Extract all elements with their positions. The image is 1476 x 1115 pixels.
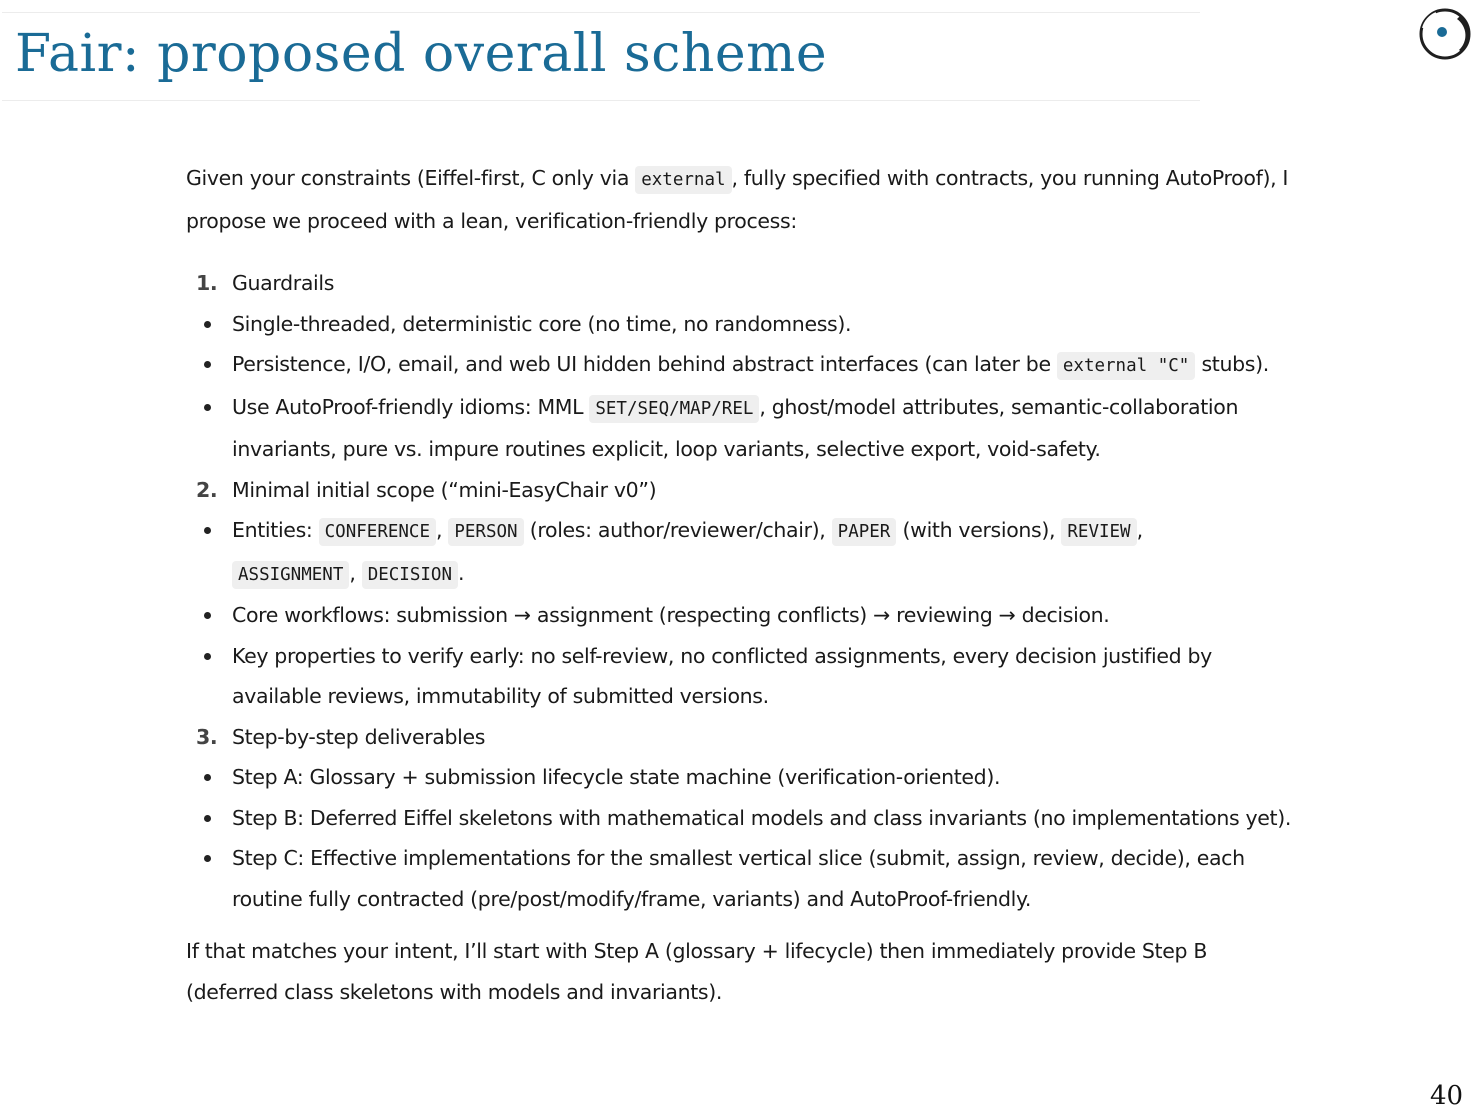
bullet-icon — [204, 321, 211, 328]
list-item-minimal-scope: 2. Minimal initial scope (“mini-EasyChair v0”) — [186, 470, 1296, 511]
bullet-icon — [204, 855, 211, 862]
inline-code: CONFERENCE — [319, 518, 436, 546]
bullet-icon — [204, 527, 211, 534]
list-item: Step C: Effective implementations for the smallest vertical slice (submit, assign, review, decide), each routine fully contracted (pre/post/modify/frame, variants) and AutoProof-friendly. — [186, 838, 1296, 919]
proposal-list — [186, 263, 1296, 919]
page-number: 40 — [1430, 1081, 1464, 1111]
eye-circle-logo-icon — [1416, 6, 1474, 62]
list-item: Key properties to verify early: no self-review, no conflicted assignments, every decision justified by available reviews, immutability of submitted versions. — [186, 636, 1296, 717]
inline-code: external — [635, 166, 731, 194]
inline-code: SET/SEQ/MAP/REL — [589, 395, 759, 423]
bullet-icon — [204, 774, 211, 781]
intro-paragraph: Given your constraints (Eiffel-first, C only via external , fully specified with contracts, you running AutoProof), I propose we proceed with a lean, verification-friendly process: — [186, 166, 1289, 233]
outro-paragraph: If that matches your intent, I’ll start with Step A (glossary + lifecycle) then immediately provide Step B (deferred class skeletons with models and invariants). — [186, 939, 1208, 1004]
list-item: Persistence, I/O, email, and web UI hidden behind abstract interfaces (can later be external "C" stubs). — [186, 344, 1296, 387]
list-item-deliverables: 3. Step-by-step deliverables — [186, 717, 1296, 758]
bullet-icon — [204, 404, 211, 411]
bullet-icon — [204, 361, 211, 368]
list-number: 3. — [196, 724, 218, 749]
bullet-icon — [204, 612, 211, 619]
inline-code: PAPER — [832, 518, 897, 546]
slide-body — [186, 158, 1296, 1012]
slide-title: Fair: proposed overall scheme — [15, 24, 828, 84]
inline-code: DECISION — [362, 561, 458, 589]
list-item: Step B: Deferred Eiffel skeletons with mathematical models and class invariants (no implementations yet). — [186, 798, 1296, 839]
bullet-icon — [204, 653, 211, 660]
inline-code: PERSON — [448, 518, 523, 546]
list-number: 1. — [196, 271, 218, 295]
inline-code: ASSIGNMENT — [232, 561, 349, 589]
list-item: Core workflows: submission → assignment (respecting conflicts) → reviewing → decision. — [186, 595, 1296, 636]
list-item-entities: Entities: CONFERENCE , PERSON (roles: author/reviewer/chair), PAPER (with versions), REVIEW , ASSIGNMENT , DECISION . — [186, 510, 1296, 595]
list-item: Single-threaded, deterministic core (no time, no randomness). — [186, 304, 1296, 345]
list-item: Use AutoProof-friendly idioms: MML SET/SEQ/MAP/REL , ghost/model attributes, semantic-collaboration invariants, pure vs. impure routines explicit, loop variants, selective export, void-safety. — [186, 387, 1296, 470]
inline-code: external "C" — [1057, 352, 1195, 380]
inline-code: REVIEW — [1061, 518, 1136, 546]
bullet-icon — [204, 815, 211, 822]
list-item: Step A: Glossary + submission lifecycle state machine (verification-oriented). — [186, 757, 1296, 798]
list-number: 2. — [196, 477, 218, 502]
list-item-guardrails: 1. Guardrails — [186, 263, 1296, 304]
